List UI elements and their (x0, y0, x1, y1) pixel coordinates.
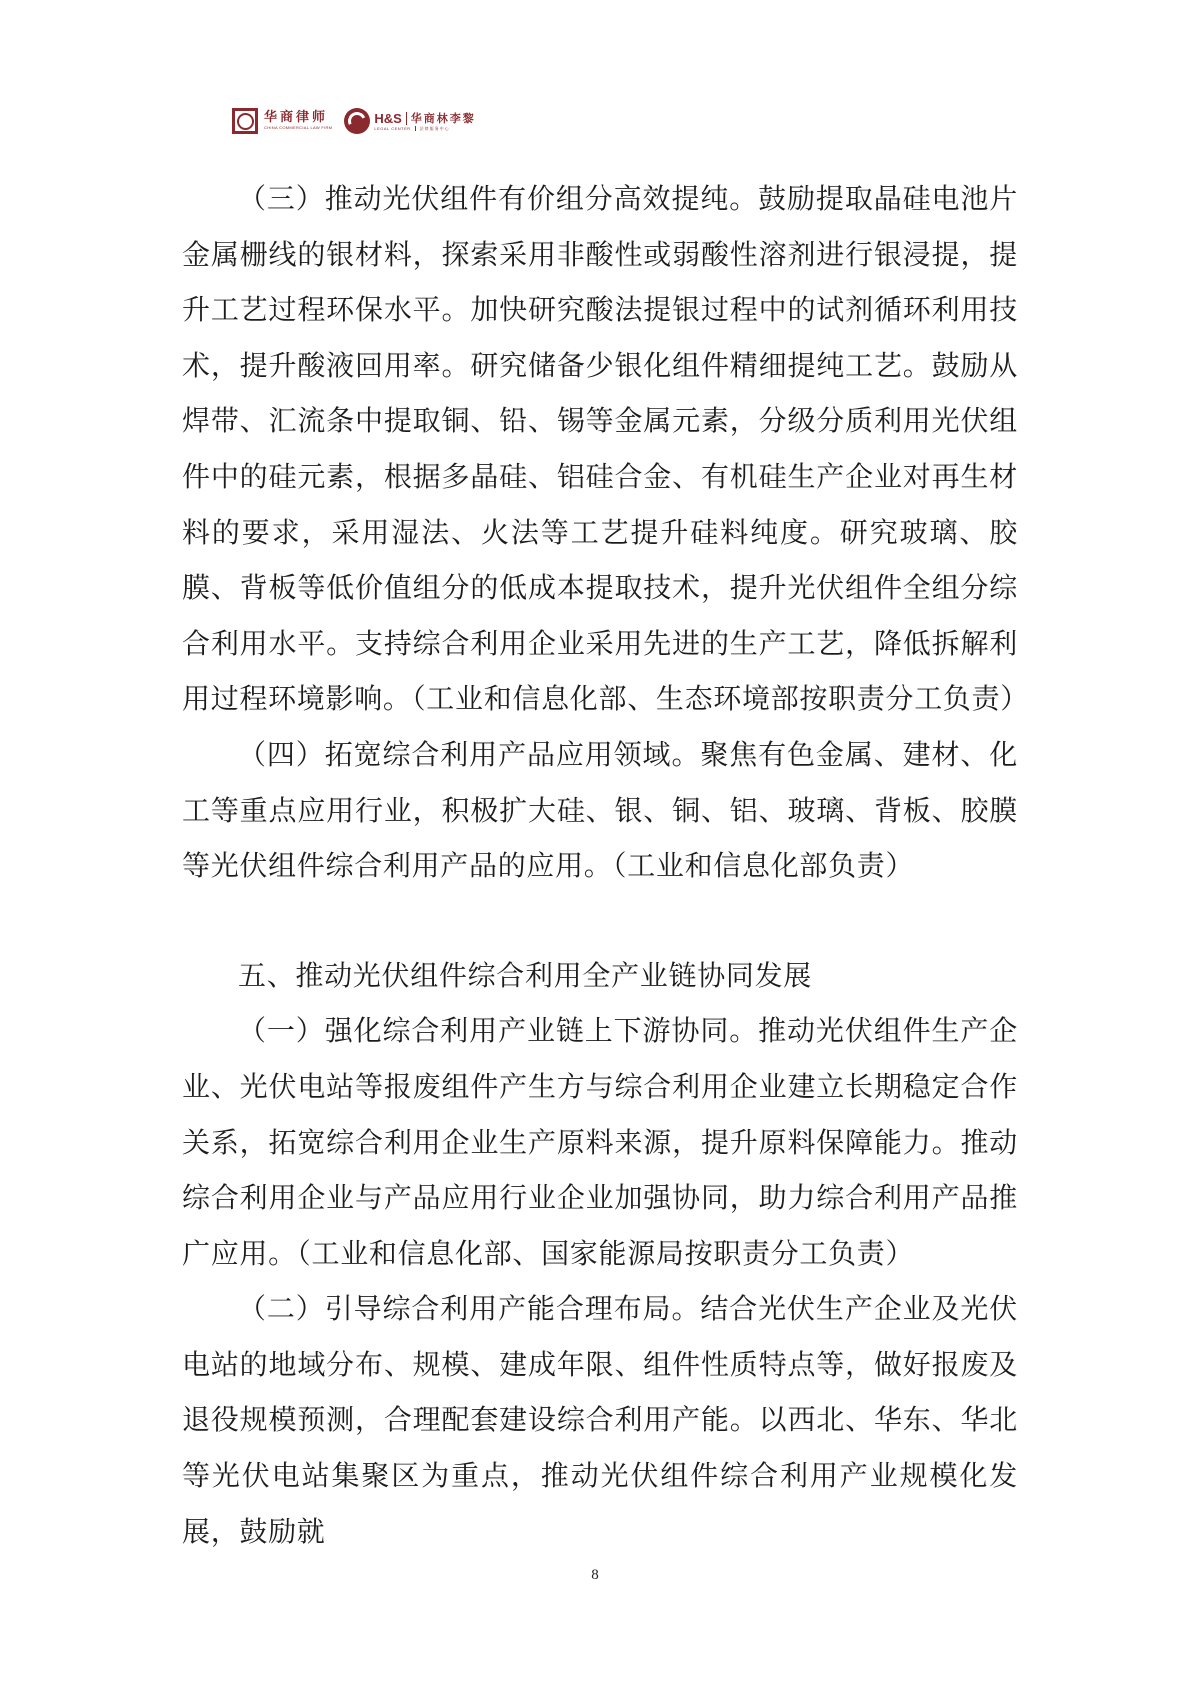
page-number: 8 (591, 1567, 599, 1583)
hs-logo-cn: 华商林李黎 (410, 111, 476, 125)
paragraph-section-5-1: （一）强化综合利用产业链上下游协同。推动光伏组件生产企业、光伏电站等报废组件产生方与综合利用企业建立长期稳定合作关系，拓宽综合利用企业生产原料来源，提升原料保障能力。推动综合利用企业与产品应用行业企业加强协同，助力综合利用产品推广应用。（工业和信息化部、国家能源局按职责分工负责） (182, 1014, 1018, 1270)
section-heading-5: 五、推动光伏组件综合利用全产业链协同发展 (238, 958, 813, 992)
firm-seal-icon (232, 108, 258, 134)
firm-logo-subtext: CHINA COMMERCIAL LAW FIRM (264, 125, 333, 130)
hs-logo-cn-sub: 法律服务中心 (419, 125, 450, 131)
header-logos (232, 101, 476, 141)
hs-swirl-icon (344, 108, 370, 134)
hs-logo-subtext: LEGAL CENTER (374, 125, 411, 131)
hs-logo (374, 111, 475, 132)
paragraph-section-5-2: （二）引导综合利用产能合理布局。结合光伏生产企业及光伏电站的地域分布、规模、建成年限、组件性质特点等，做好报废及退役规模预测，合理配套建设综合利用产能。以西北、华东、华北等光伏电站集聚区为重点，推动光伏组件综合利用产业规模化发展，鼓励就 (182, 1292, 1018, 1548)
paragraph-section-4-4: （四）拓宽综合利用产品应用领域。聚焦有色金属、建材、化工等重点应用行业，积极扩大硅、银、铜、铝、玻璃、背板、胶膜等光伏组件综合利用产品的应用。（工业和信息化部负责） (182, 737, 1018, 883)
paragraph-section-4-3: （三）推动光伏组件有价组分高效提纯。鼓励提取晶硅电池片金属栅线的银材料，探索采用非酸性或弱酸性溶剂进行银浸提，提升工艺过程环保水平。加快研究酸法提银过程中的试剂循环利用技术，提升酸液回用率。研究储备少银化组件精细提纯工艺。鼓励从焊带、汇流条中提取铜、铅、锡等金属元素，分级分质利用光伏组件中的硅元素，根据多晶硅、铝硅合金、有机硅生产企业对再生材料的要求，采用湿法、火法等工艺提升硅料纯度。研究玻璃、胶膜、背板等低价值组分的低成本提取技术，提升光伏组件全组分综合利用水平。支持综合利用企业采用先进的生产工艺，降低拆解利用过程环境影响。（工业和信息化部、生态环境部按职责分工负责） (182, 182, 1030, 716)
firm-logo-text: 华商律师 (264, 110, 329, 125)
hs-logo-text: H&S (374, 110, 402, 126)
document-body (182, 171, 1030, 1559)
firm-logo (264, 111, 332, 131)
